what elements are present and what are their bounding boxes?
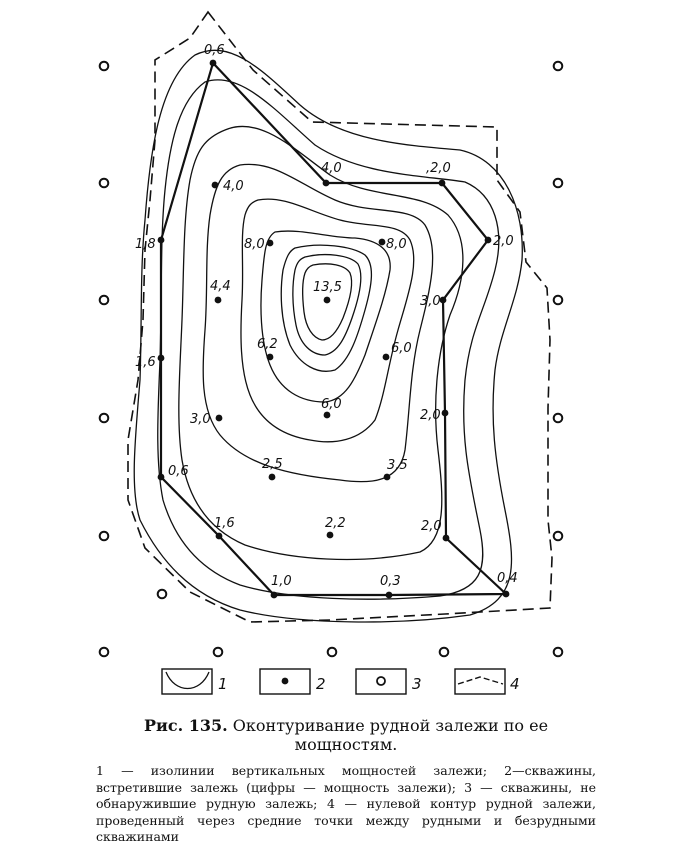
isoline-3 (179, 126, 463, 559)
legend-box (455, 669, 505, 694)
barren-well (100, 414, 109, 423)
legend-box (162, 669, 212, 694)
ore-well-dot (267, 240, 274, 247)
well-label: 3,0 (420, 294, 441, 309)
legend-explanation: 1 — изолинии вертикальных мощностей залежи; 2—скважины, встретившие залежь (цифры — мощность залежи); 3 — скважины, не обнаружившие рудную залежь; 4 — нулевой контур рудной залежи, проведенный через средние точки между рудными и безрудными скважинами (96, 763, 596, 844)
ore-well-dot (216, 415, 223, 422)
well-label: 2,5 (262, 457, 283, 472)
ore-well-dot (379, 239, 386, 246)
legend-barren-well-symbol (377, 677, 385, 685)
well-label: 2,0 (420, 408, 441, 423)
legend-isoline-symbol (166, 672, 209, 689)
ore-well-labels (135, 43, 518, 589)
well-label: ,2,0 (426, 161, 451, 176)
ore-well-dot (215, 297, 222, 304)
well-label: 2,2 (325, 516, 346, 531)
well-label: 13,5 (313, 280, 342, 295)
ore-well-dot (443, 535, 450, 542)
barren-well (554, 179, 563, 188)
ore-well-dot (212, 182, 219, 189)
well-label: 2,0 (493, 234, 514, 249)
well-label: 0,4 (497, 571, 518, 586)
well-label: 4,0 (321, 161, 342, 176)
legend-item-barren-well (356, 669, 422, 694)
ore-well-dot (324, 412, 331, 419)
ore-well-dot (267, 354, 274, 361)
well-label: 1,6 (214, 516, 235, 531)
legend-item-isoline (162, 669, 228, 694)
ore-well-dot (158, 237, 165, 244)
barren-well (554, 62, 563, 71)
legend-number: 2 (316, 675, 326, 693)
ore-well-dot (327, 532, 334, 539)
ore-well-dot (158, 474, 165, 481)
barren-well (100, 296, 109, 305)
ore-well-dot (323, 180, 330, 187)
ore-well-dot (383, 354, 390, 361)
legend-number: 3 (412, 675, 422, 693)
well-label: 1,8 (135, 237, 156, 252)
well-label: 2,0 (421, 519, 442, 534)
isoline-6 (261, 231, 390, 402)
barren-well (158, 590, 167, 599)
barren-well (554, 648, 563, 657)
ore-well-dot (216, 533, 223, 540)
legend (162, 669, 520, 694)
well-label: 0,6 (204, 43, 225, 58)
ore-well-dot (386, 592, 393, 599)
well-label: 6,2 (257, 337, 278, 352)
legend-item-ore-well (260, 669, 326, 694)
ore-well-dot (324, 297, 331, 304)
caption-prefix: Рис. 135. (143, 716, 228, 735)
legend-number: 4 (510, 675, 520, 693)
legend-ore-well-symbol (282, 678, 289, 685)
well-label: 0,3 (380, 574, 401, 589)
well-label: 8,0 (244, 237, 265, 252)
barren-well (554, 296, 563, 305)
ore-well-dot (442, 410, 449, 417)
barren-well (554, 532, 563, 541)
ore-well-dot (210, 60, 217, 67)
ore-well-dot (439, 180, 446, 187)
legend-number: 1 (218, 675, 228, 693)
well-label: 4,4 (210, 279, 231, 294)
legend-item-zero-contour (455, 669, 520, 694)
caption-title: Оконтуривание рудной залежи по ее мощностям. (232, 716, 549, 754)
barren-wells (100, 62, 563, 657)
ore-well-dot (158, 355, 165, 362)
barren-well (214, 648, 223, 657)
barren-well (328, 648, 337, 657)
ore-well-dot (503, 591, 510, 598)
well-label: 1,0 (271, 574, 292, 589)
well-label: 6,0 (391, 341, 412, 356)
well-label: 3,5 (387, 458, 408, 473)
barren-well (440, 648, 449, 657)
legend-zero-contour-symbol (458, 677, 503, 684)
figure-caption (96, 716, 596, 754)
well-label: 3,0 (190, 412, 211, 427)
ore-well-dot (384, 474, 391, 481)
well-label: 0,6 (168, 464, 189, 479)
well-label: 6,0 (321, 397, 342, 412)
barren-well (100, 648, 109, 657)
ore-well-dot (269, 474, 276, 481)
well-label: 8,0 (386, 237, 407, 252)
well-label: 4,0 (223, 179, 244, 194)
ore-well-dot (271, 592, 278, 599)
well-label: 1,6 (135, 355, 156, 370)
barren-well (100, 62, 109, 71)
ore-well-dot (485, 237, 492, 244)
barren-well (100, 532, 109, 541)
barren-well (100, 179, 109, 188)
barren-well (554, 414, 563, 423)
